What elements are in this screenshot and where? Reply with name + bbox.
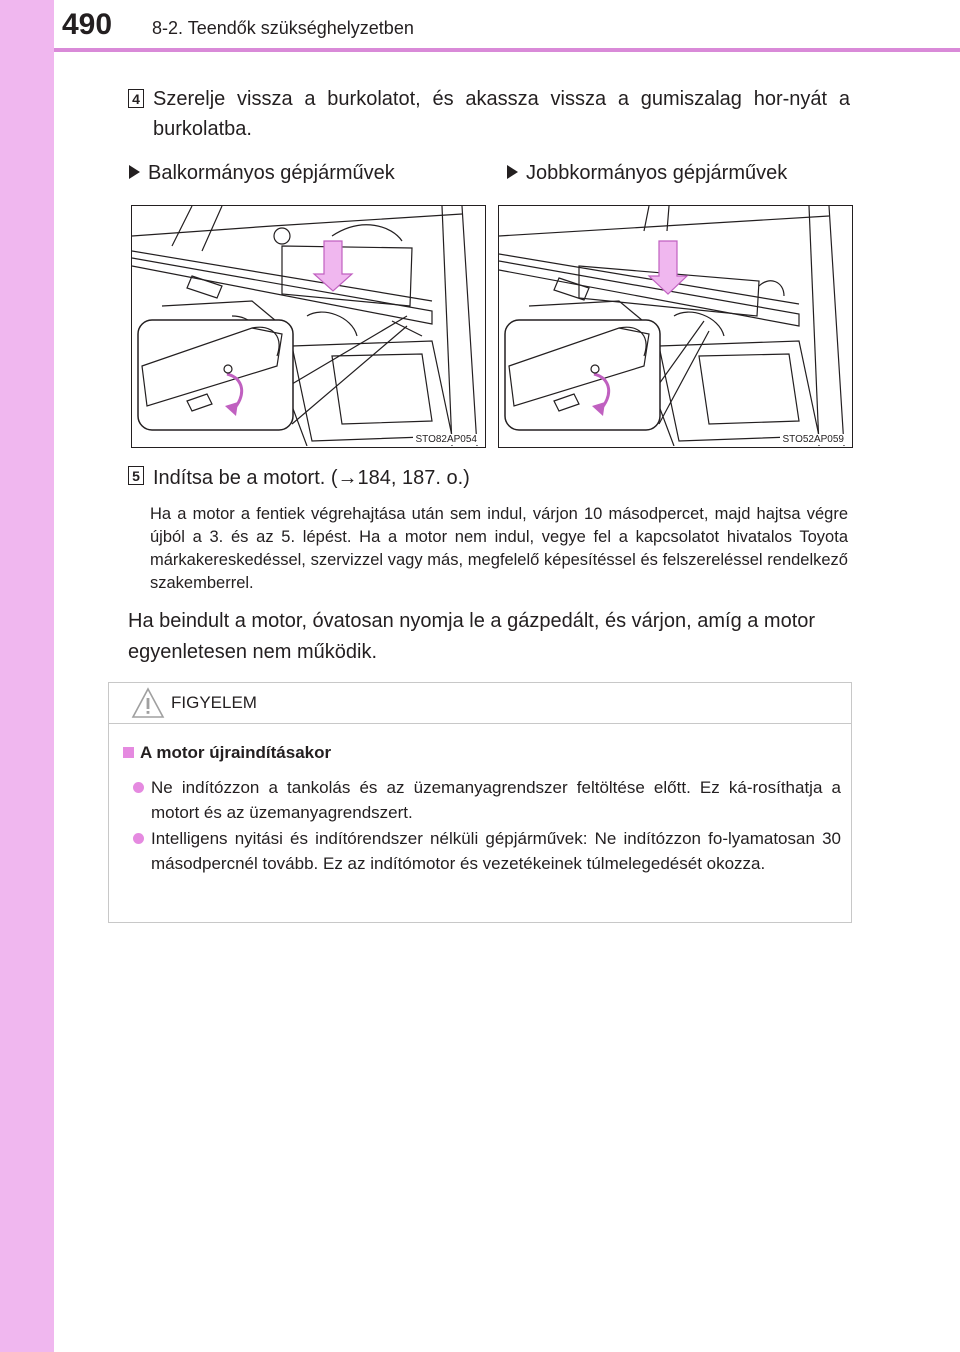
detail-inset-left [138,316,407,430]
down-arrow-icon [314,241,352,291]
engine-bay-drawing-right [499,206,851,446]
square-bullet-icon [123,747,134,758]
step-4-badge: 4 [128,89,144,108]
variant-label-right [507,162,787,185]
warning-title: FIGYELEM [171,693,257,712]
warning-subheading [123,743,331,763]
detail-inset-right [505,320,709,430]
bullet-dot-icon [133,833,144,844]
illustration-left-hand-drive [131,205,486,448]
step-5-text: Indítsa be a motort. (→184, 187. o.) [153,467,470,489]
warning-subheading-text: A motor újraindításakor [140,743,332,762]
illustration-code-left: STO82AP054 [415,434,477,445]
illustration-right-hand-drive [498,205,853,448]
step-5-badge: 5 [128,466,144,485]
illustration-code-right: STO52AP059 [782,434,844,445]
variant-label-right-text: Jobbkormányos gépjárművek [526,162,788,184]
warning-triangle-icon [131,687,165,719]
play-triangle-icon [507,165,518,179]
warning-bullet-2: Intelligens nyitási és indítórendszer nélküli gépjárművek: Ne indítózzon fo-lyamatosan 30 másodpercnél tovább. Ez az indítómotor és vezetékeinek túlmelegedését okozza. [151,829,841,873]
play-triangle-icon [129,165,140,179]
section-title: 8-2. Teendők szükséghelyzetben [152,18,414,38]
warning-box [108,682,852,923]
variant-label-left [129,162,395,185]
after-start-paragraph: Ha beindult a motor, óvatosan nyomja le a gázpedált, és várjon, amíg a motor egyenletesen nem működik. [128,610,816,663]
down-arrow-icon [649,241,687,294]
troubleshooting-note: Ha a motor a fentiek végrehajtása után sem indul, várjon 10 másodpercet, majd hajtsa végre újból a 3. és az 5. lépést. Ha a motor nem indul, vegye fel a kapcsolatot hivatalos Toyota márkakereskedéssel, szervizzel vagy más, megfelelő képesítéssel és felszereléssel rendelkező szakemberrel. [150,505,848,592]
engine-bay-drawing-left [132,206,484,446]
warning-header [109,683,851,724]
bullet-dot-icon [133,782,144,793]
step-4-text: Szerelje vissza a burkolatot, és akassza vissza a gumiszalag hor-nyát a burkolatba. [153,88,850,140]
page-number: 490 [62,8,113,41]
variant-label-left-text: Balkormányos gépjárművek [148,162,395,184]
warning-bullet-1: Ne indítózzon a tankolás és az üzemanyagrendszer feltöltése előtt. Ez ká-rosíthatja a motort és az üzemanyagrendszert. [151,778,841,822]
header-rule [54,48,960,52]
page-sidebar-band [0,0,54,1352]
